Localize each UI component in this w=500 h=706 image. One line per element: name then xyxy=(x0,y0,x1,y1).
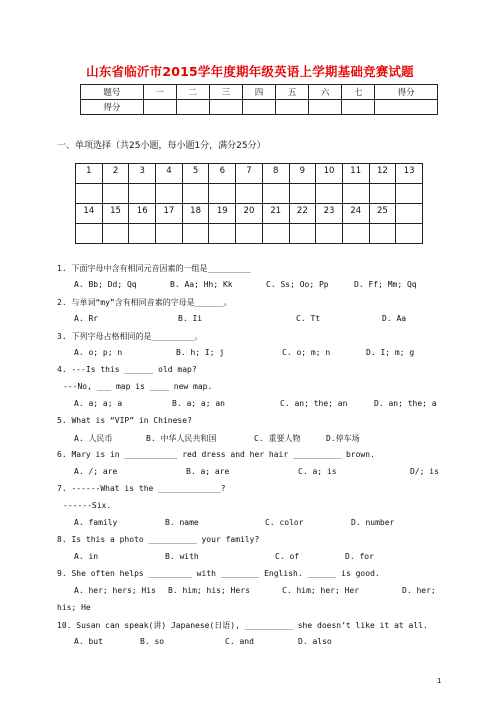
answer-blank-row xyxy=(76,224,423,244)
answer-blank[interactable] xyxy=(289,224,316,244)
answer-number: 14 xyxy=(76,204,103,224)
question-stem: 2. 与单词“my”含有相同音素的字母是______。 xyxy=(57,298,232,307)
option-b: B. a; a; an xyxy=(172,399,225,408)
answer-blank[interactable] xyxy=(182,184,209,204)
score-header-cell: 一 xyxy=(143,85,176,100)
score-header-cell: 得分 xyxy=(375,85,438,100)
option-d: D. Ff; Mm; Qq xyxy=(354,280,417,289)
answer-number xyxy=(396,204,423,224)
option-c: C. of xyxy=(275,552,300,561)
answer-table xyxy=(75,163,423,244)
answer-number: 9 xyxy=(289,164,316,184)
score-header-cell: 五 xyxy=(276,85,309,100)
option-a: A. /; are xyxy=(74,467,118,476)
answer-number: 21 xyxy=(262,204,289,224)
option-b: B. 中华人民共和国 xyxy=(146,434,217,443)
answer-blank[interactable] xyxy=(156,224,183,244)
score-cell[interactable] xyxy=(276,100,309,115)
answer-number-row xyxy=(76,204,423,224)
option-d: D. Aa xyxy=(382,314,407,323)
page-number: 1 xyxy=(437,677,442,685)
option-a: A. her; hers; His xyxy=(74,586,156,595)
option-c: C. an; the; an xyxy=(280,399,348,408)
section-heading: 一、单项选择（共25小题，每小题1分，满分25分） xyxy=(57,141,266,151)
score-row-label: 得分 xyxy=(81,100,144,115)
question-stem: 6. Mary is in ___________ red dress and her hair __________ brown. xyxy=(57,450,375,459)
option-d: D. her; xyxy=(402,586,436,595)
option-b: B. with xyxy=(165,552,199,561)
answer-blank[interactable] xyxy=(209,184,236,204)
answer-number-row xyxy=(76,164,423,184)
option-a: A. 人民币 xyxy=(74,434,113,443)
option-c: C. him; her; Her xyxy=(282,586,360,595)
answer-blank[interactable] xyxy=(236,184,263,204)
answer-number: 5 xyxy=(182,164,209,184)
option-d: D/; is xyxy=(410,467,439,476)
answer-number: 23 xyxy=(316,204,343,224)
question-stem: 9. She often helps _________ with ________ English. ______ is good. xyxy=(57,569,380,578)
answer-blank[interactable] xyxy=(396,184,423,204)
answer-number: 19 xyxy=(209,204,236,224)
option-wrap: his; He xyxy=(57,603,91,612)
answer-number: 11 xyxy=(342,164,369,184)
question-stem: 1. 下面字母中含有相同元音因素的一组是_________ xyxy=(57,264,251,273)
answer-blank[interactable] xyxy=(102,184,129,204)
answer-blank[interactable] xyxy=(76,184,103,204)
score-table xyxy=(80,84,438,115)
answer-number: 16 xyxy=(129,204,156,224)
score-header-cell: 七 xyxy=(342,85,375,100)
option-c: C. a; is xyxy=(298,467,337,476)
option-c: C. color xyxy=(265,518,304,527)
answer-blank[interactable] xyxy=(102,224,129,244)
answer-blank[interactable] xyxy=(342,184,369,204)
answer-blank[interactable] xyxy=(129,224,156,244)
answer-blank[interactable] xyxy=(129,184,156,204)
answer-blank[interactable] xyxy=(209,224,236,244)
option-b: B. so xyxy=(140,637,165,646)
option-d: D. also xyxy=(298,637,332,646)
answer-number: 4 xyxy=(156,164,183,184)
score-cell[interactable] xyxy=(242,100,275,115)
answer-blank[interactable] xyxy=(396,224,423,244)
score-cell[interactable] xyxy=(375,100,438,115)
answer-blank[interactable] xyxy=(156,184,183,204)
option-d: D.停车场 xyxy=(326,434,360,443)
option-c: C. Tt xyxy=(296,314,321,323)
answer-blank[interactable] xyxy=(76,224,103,244)
question-stem: 8. Is this a photo __________ your family? xyxy=(57,535,260,544)
answer-number: 24 xyxy=(342,204,369,224)
question-stem: 7. ------What is the _____________? xyxy=(57,484,226,493)
option-b: B. Ii xyxy=(178,314,203,323)
option-d: D. I; m; g xyxy=(366,348,415,357)
score-cell[interactable] xyxy=(309,100,342,115)
score-cell[interactable] xyxy=(342,100,375,115)
option-c: C. 重要人物 xyxy=(254,434,301,443)
answer-number: 12 xyxy=(369,164,396,184)
option-d: D. number xyxy=(351,518,395,527)
option-b: B. Aa; Hh; Kk xyxy=(170,280,233,289)
answer-number: 8 xyxy=(262,164,289,184)
score-cell[interactable] xyxy=(176,100,209,115)
answer-number: 13 xyxy=(396,164,423,184)
question-stem: 10. Susan can speak(讲) Japanese(日语), __________ she doesn’t like it at all. xyxy=(57,621,428,630)
page-title: 山东省临沂市2015学年度期年级英语上学期基础竞赛试题 xyxy=(86,64,414,79)
score-header-cell: 三 xyxy=(209,85,242,100)
option-a: A. o; p; n xyxy=(74,348,123,357)
answer-blank[interactable] xyxy=(369,224,396,244)
answer-number: 20 xyxy=(236,204,263,224)
option-c: C. Ss; Oo; Pp xyxy=(266,280,329,289)
answer-blank[interactable] xyxy=(342,224,369,244)
answer-number: 1 xyxy=(76,164,103,184)
option-b: B. him; his; Hers xyxy=(168,586,250,595)
option-d: D. an; the; a xyxy=(374,399,437,408)
score-cell[interactable] xyxy=(143,100,176,115)
option-a: A. a; a; a xyxy=(74,399,123,408)
answer-blank[interactable] xyxy=(289,184,316,204)
score-header-cell: 六 xyxy=(309,85,342,100)
answer-number: 17 xyxy=(156,204,183,224)
answer-number: 3 xyxy=(129,164,156,184)
answer-number: 22 xyxy=(289,204,316,224)
question-stem: 4. ---Is this ______ old map? xyxy=(57,365,197,374)
answer-number: 10 xyxy=(316,164,343,184)
answer-number: 2 xyxy=(102,164,129,184)
question-stem-line2: ------Six. xyxy=(63,501,112,510)
answer-number: 18 xyxy=(182,204,209,224)
answer-blank[interactable] xyxy=(316,224,343,244)
score-cell[interactable] xyxy=(209,100,242,115)
option-c: C. o; m; n xyxy=(282,348,331,357)
option-b: B. name xyxy=(165,518,199,527)
score-header-cell: 二 xyxy=(176,85,209,100)
option-a: A. but xyxy=(74,637,103,646)
option-a: A. Bb; Dd; Qq xyxy=(74,280,137,289)
answer-number: 15 xyxy=(102,204,129,224)
score-table-header-row xyxy=(81,85,438,100)
answer-blank[interactable] xyxy=(262,224,289,244)
answer-blank[interactable] xyxy=(369,184,396,204)
answer-number: 25 xyxy=(369,204,396,224)
option-a: A. Rr xyxy=(74,314,99,323)
answer-blank[interactable] xyxy=(182,224,209,244)
answer-number: 6 xyxy=(209,164,236,184)
option-b: B. a; are xyxy=(186,467,230,476)
option-d: D. for xyxy=(345,552,374,561)
answer-blank[interactable] xyxy=(262,184,289,204)
answer-blank-row xyxy=(76,184,423,204)
option-b: B. h; I; j xyxy=(176,348,225,357)
option-a: A. family xyxy=(74,518,118,527)
option-c: C. and xyxy=(225,637,254,646)
score-header-cell: 四 xyxy=(242,85,275,100)
question-stem: 5. What is “VIP” in Chinese? xyxy=(57,416,192,425)
answer-number: 7 xyxy=(236,164,263,184)
answer-blank[interactable] xyxy=(316,184,343,204)
option-a: A. in xyxy=(74,552,99,561)
score-table-score-row xyxy=(81,100,438,115)
score-header-cell: 题号 xyxy=(81,85,144,100)
question-stem: 3. 下列字母占格相同的是_________。 xyxy=(57,332,203,341)
question-stem-line2: ---No, ___ map is ____ new map. xyxy=(63,382,213,391)
answer-blank[interactable] xyxy=(236,224,263,244)
